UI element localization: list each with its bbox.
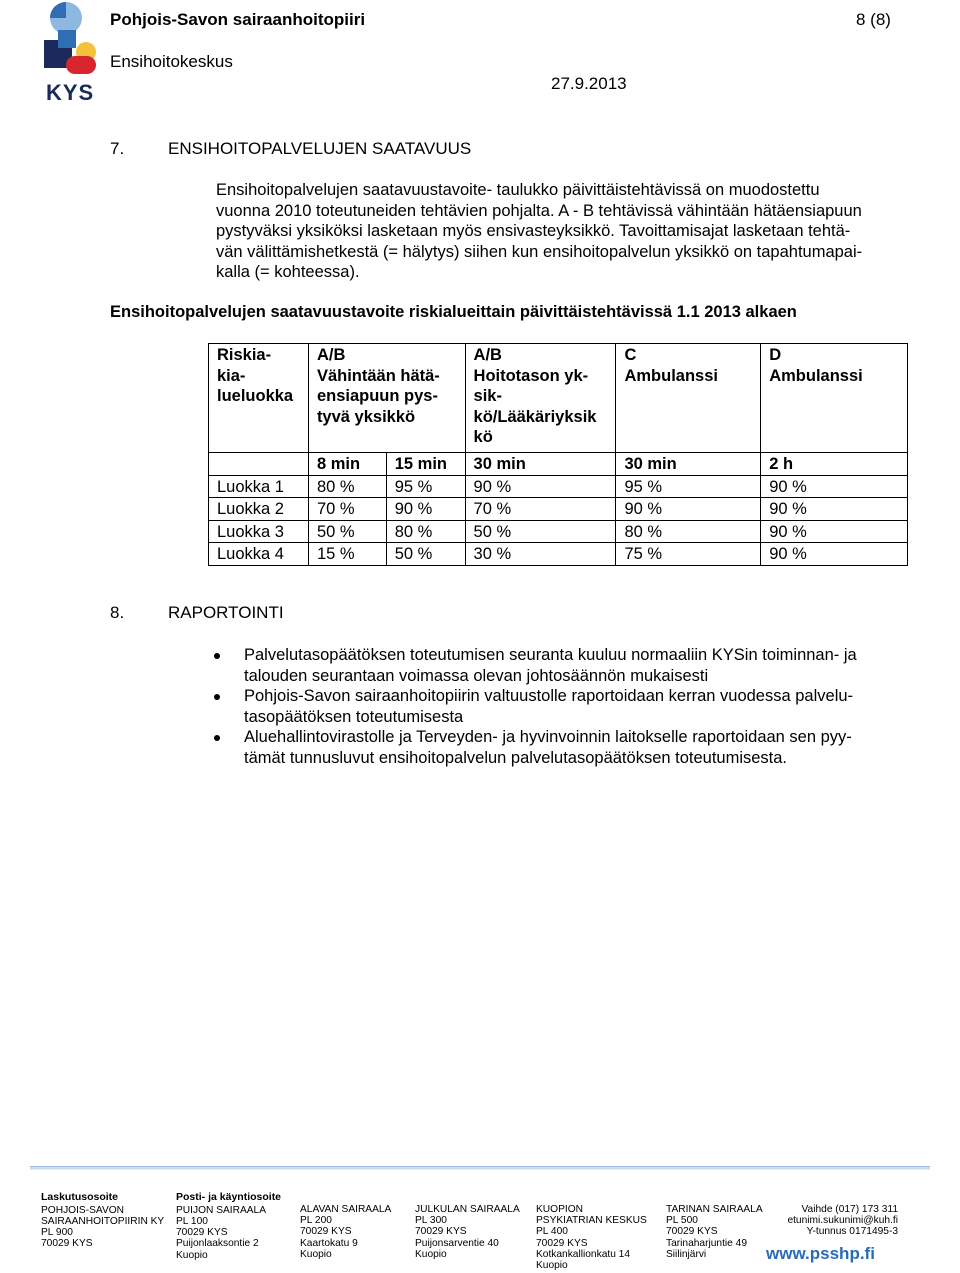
reporting-list [212, 645, 912, 769]
table-cell: 75 % [616, 543, 761, 566]
header-d-ambulance: D Ambulanssi [761, 344, 908, 453]
footer-location-julkula: JULKULAN SAIRAALA PL 300 70029 KYS Puijonsarventie 40 Kuopio [415, 1204, 520, 1260]
table-cell: 80 % [308, 475, 386, 498]
table-cell: 30 % [465, 543, 616, 566]
table-cell: 80 % [616, 520, 761, 543]
availability-table [208, 343, 908, 566]
logo-wordmark: KYS [46, 80, 95, 105]
table-cell: 90 % [761, 498, 908, 521]
footer-contact: Vaihde (017) 173 311 etunimi.sukunimi@kuh.fi Y-tunnus 0171495-3 [760, 1204, 898, 1238]
table-cell: 90 % [386, 498, 465, 521]
table-cell: Luokka 1 [209, 475, 309, 498]
table-cell: Luokka 4 [209, 543, 309, 566]
document-date: 27.9.2013 [551, 74, 627, 93]
table-cell: 30 min [616, 453, 761, 476]
paragraph-line: Ensihoitopalvelujen saatavuustavoite- taulukko päivittäistehtävissä on muodostettu [216, 181, 820, 199]
footer-location-puijo: Posti- ja käyntiosoite PUIJON SAIRAALA PL 100 70029 KYS Puijonlaaksontie 2 Kuopio [176, 1191, 282, 1261]
table-row [209, 498, 908, 521]
bullet-icon [214, 653, 220, 659]
header-ab-first-aid-unit: A/B Vähintään hätä- ensiapuun pys- tyvä yksikkö [308, 344, 465, 453]
footer-divider [30, 1166, 930, 1170]
table-cell: 70 % [308, 498, 386, 521]
table-cell [209, 453, 309, 476]
header-ab-care-level-unit: A/B Hoitotason yk- sik- kö/Lääkäriyksik kö [465, 344, 616, 453]
table-cell: 90 % [761, 475, 908, 498]
paragraph-line: pystyväksi yksiköksi lasketaan myös ensivasteyksikkö. Tavoittamisajat lasketaan tehtä- [216, 222, 851, 241]
table-cell: 90 % [761, 520, 908, 543]
list-item: Palvelutasopäätöksen toteutumisen seuranta kuuluu normaaliin KYSin toiminnan- ja talouden seurantaan voimassa olevan johtosäännön mukaisesti [212, 645, 912, 686]
footer-location-tarina: TARINAN SAIRAALA PL 500 70029 KYS Tarinaharjuntie 49 Siilinjärvi [666, 1204, 763, 1260]
section-7-paragraph [216, 180, 916, 283]
header-c-ambulance: C Ambulanssi [616, 344, 761, 453]
table-header-row [209, 344, 908, 453]
table-cell: 15 min [386, 453, 465, 476]
table-cell: 50 % [465, 520, 616, 543]
paragraph-line: kalla (= kohteessa). [216, 263, 360, 282]
table-row [209, 520, 908, 543]
table-times-row [209, 453, 908, 476]
table-cell: 2 h [761, 453, 908, 476]
table-cell: 95 % [386, 475, 465, 498]
table-cell: 50 % [308, 520, 386, 543]
table-cell: Luokka 2 [209, 498, 309, 521]
list-item: Aluehallintovirastolle ja Terveyden- ja hyvinvoinnin laitokselle raportoidaan sen pyy- tämät tunnusluvut ensihoitopalvelun palvelutasopäätöksen toteutumisesta. [212, 727, 912, 768]
table-cell: 15 % [308, 543, 386, 566]
list-item: Pohjois-Savon sairaanhoitopiirin valtuustolle raportoidaan kerran vuodessa palvelu- tasopäätöksen toteutumisesta [212, 686, 912, 727]
header-risk-class: Riskia- kia- lueluokka [209, 344, 309, 453]
table-row [209, 475, 908, 498]
table-cell: 90 % [761, 543, 908, 566]
department-name: Ensihoitokeskus [110, 52, 233, 71]
section-8-number: 8. [110, 603, 125, 622]
table-row [209, 543, 908, 566]
paragraph-line: vän välittämishetkestä (= hälytys) siihen kun ensihoitopalvelun yksikkö on tapahtumapai- [216, 242, 863, 261]
footer-billing: Laskutusosoite POHJOIS-SAVON SAIRAANHOITOPIIRIN KY PL 900 70029 KYS [41, 1191, 165, 1250]
table-cell: 80 % [386, 520, 465, 543]
table-cell: 8 min [308, 453, 386, 476]
table-cell: 95 % [616, 475, 761, 498]
bullet-icon [214, 694, 220, 700]
table-title: Ensihoitopalvelujen saatavuustavoite riskialueittain päivittäistehtävissä 1.1 2013 alkaen [110, 303, 797, 321]
section-8-title: RAPORTOINTI [168, 603, 284, 622]
table-cell: 90 % [616, 498, 761, 521]
footer-location-alava: ALAVAN SAIRAALA PL 200 70029 KYS Kaartokatu 9 Kuopio [300, 1204, 392, 1260]
organization-name: Pohjois-Savon sairaanhoitopiiri [110, 10, 366, 29]
table-cell: 90 % [465, 475, 616, 498]
paragraph-line: vuonna 2010 toteutuneiden tehtävien pohjalta. A - B tehtävissä vähintään hätäensiapuun [216, 201, 862, 220]
table-cell: Luokka 3 [209, 520, 309, 543]
table-cell: 50 % [386, 543, 465, 566]
section-7-number: 7. [110, 139, 125, 158]
website-link[interactable]: www.psshp.fi [766, 1244, 875, 1263]
section-7-title: ENSIHOITOPALVELUJEN SAATAVUUS [168, 139, 472, 158]
email-link[interactable]: etunimi.sukunimi@kuh.fi [787, 1215, 898, 1227]
table-cell: 30 min [465, 453, 616, 476]
page-number: 8 (8) [856, 10, 891, 29]
bullet-icon [214, 735, 220, 741]
table-cell: 70 % [465, 498, 616, 521]
footer-location-psychiatry: KUOPION PSYKIATRIAN KESKUS PL 400 70029 KYS Kotkankallionkatu 14 Kuopio [536, 1204, 647, 1272]
